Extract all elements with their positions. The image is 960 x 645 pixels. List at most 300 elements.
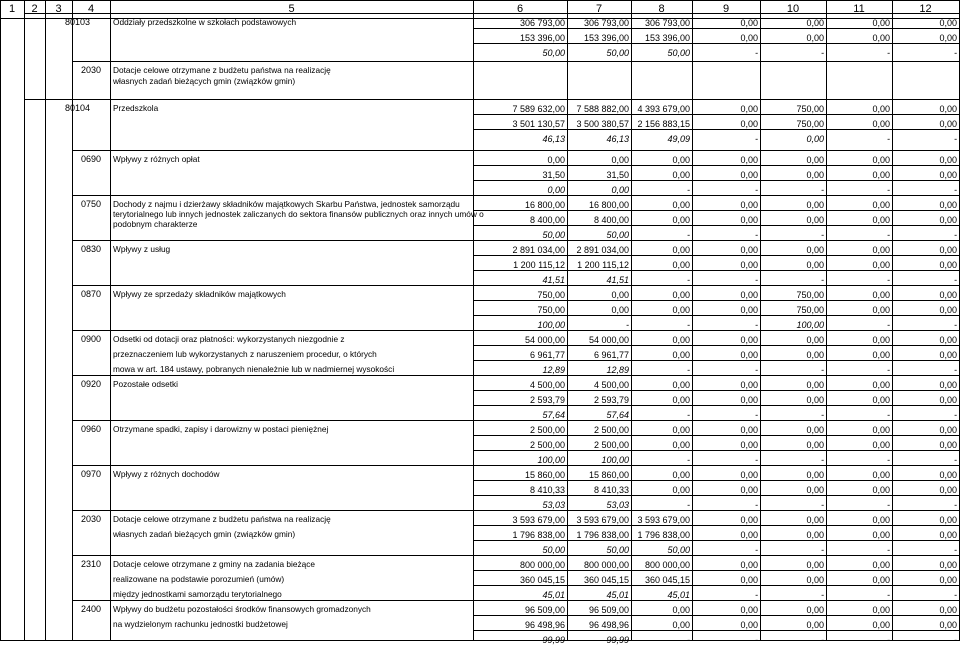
amount-cell: 0,00	[939, 395, 957, 405]
amount-cell: -	[687, 500, 690, 510]
amount-cell: 0,00	[872, 245, 890, 255]
sub-row-separator	[473, 43, 959, 44]
amount-cell: 2 593,79	[529, 395, 565, 405]
row-description: Dochody z najmu i dzierżawy składników majątkowych Skarbu Państwa, jednostek samorządu	[113, 199, 460, 209]
column-divider	[24, 0, 25, 641]
amount-cell: 750,00	[796, 290, 824, 300]
amount-cell: 2 500,00	[529, 425, 565, 435]
column-header: 3	[55, 3, 62, 15]
amount-cell: 0,00	[672, 425, 690, 435]
amount-cell: -	[821, 545, 824, 555]
amount-cell: -	[887, 545, 890, 555]
amount-cell: -	[954, 48, 957, 58]
paragraph-code: 0900	[80, 334, 102, 344]
amount-cell: 750,00	[537, 305, 565, 315]
amount-cell: 0,00	[939, 335, 957, 345]
amount-cell: 0,00	[872, 470, 890, 480]
amount-cell: 100,00	[537, 455, 565, 465]
row-description: przeznaczeniem lub wykorzystanych z naruszeniem procedur, o których	[113, 349, 377, 359]
amount-cell: 0,00	[740, 440, 758, 450]
amount-cell: 0,00	[740, 170, 758, 180]
amount-cell: 0,00	[672, 290, 690, 300]
amount-cell: -	[887, 455, 890, 465]
row-description: Wpływy z różnych opłat	[113, 154, 200, 164]
row-separator	[72, 195, 959, 196]
amount-cell: -	[954, 500, 957, 510]
amount-cell: 0,00	[872, 33, 890, 43]
sub-row-separator	[473, 300, 959, 301]
amount-cell: 0,00	[872, 170, 890, 180]
amount-cell: 50,00	[542, 545, 565, 555]
amount-cell: -	[626, 320, 629, 330]
amount-cell: 0,00	[806, 260, 824, 270]
paragraph-code: 0970	[80, 469, 102, 479]
row-separator	[72, 555, 959, 556]
amount-cell: 8 410,33	[593, 485, 629, 495]
amount-cell: 0,00	[806, 155, 824, 165]
sub-row-separator	[473, 615, 959, 616]
sub-row-separator	[473, 480, 959, 481]
amount-cell: 0,00	[939, 425, 957, 435]
amount-cell: 31,50	[606, 170, 629, 180]
row-description: Oddziały przedszkolne w szkołach podstawowych	[113, 17, 297, 27]
amount-cell: 0,00	[939, 485, 957, 495]
amount-cell: 0,00	[939, 245, 957, 255]
amount-cell: -	[954, 320, 957, 330]
amount-cell: 0,00	[740, 290, 758, 300]
amount-cell: 0,00	[611, 290, 629, 300]
amount-cell: -	[954, 635, 957, 645]
sub-row-separator	[473, 405, 959, 406]
amount-cell: 0,00	[872, 485, 890, 495]
row-separator	[72, 330, 959, 331]
amount-cell: 0,00	[672, 215, 690, 225]
sub-row-separator	[473, 270, 959, 271]
amount-cell: 360 045,15	[644, 575, 690, 585]
amount-cell: 0,00	[672, 470, 690, 480]
amount-cell: -	[755, 545, 758, 555]
row-separator	[24, 13, 959, 14]
amount-cell: 0,00	[672, 155, 690, 165]
amount-cell: -	[887, 230, 890, 240]
amount-cell: -	[687, 635, 690, 645]
paragraph-code: 0690	[80, 154, 102, 164]
amount-cell: 0,00	[872, 215, 890, 225]
amount-cell: 99,99	[606, 635, 629, 645]
amount-cell: 0,00	[872, 425, 890, 435]
amount-cell: -	[821, 275, 824, 285]
amount-cell: 0,00	[740, 560, 758, 570]
column-header: 5	[288, 3, 295, 15]
amount-cell: 0,00	[806, 605, 824, 615]
amount-cell: 1 796 838,00	[512, 530, 565, 540]
amount-cell: 0,00	[939, 170, 957, 180]
amount-cell: 50,00	[606, 230, 629, 240]
row-separator	[72, 510, 959, 511]
amount-cell: -	[954, 365, 957, 375]
amount-cell: 153 396,00	[583, 33, 629, 43]
amount-cell: 1 200 115,12	[513, 260, 565, 270]
amount-cell: 0,00	[872, 104, 890, 114]
row-separator	[72, 375, 959, 376]
amount-cell: -	[887, 410, 890, 420]
amount-cell: -	[821, 365, 824, 375]
amount-cell: -	[755, 500, 758, 510]
amount-cell: 0,00	[672, 245, 690, 255]
amount-cell: 0,00	[806, 470, 824, 480]
amount-cell: -	[687, 320, 690, 330]
amount-cell: -	[821, 635, 824, 645]
amount-cell: -	[954, 590, 957, 600]
row-description: Pozostałe odsetki	[113, 379, 179, 389]
sub-row-separator	[473, 180, 959, 181]
amount-cell: 0,00	[806, 575, 824, 585]
amount-cell: 0,00	[872, 18, 890, 28]
column-divider	[72, 0, 73, 641]
amount-cell: 0,00	[672, 170, 690, 180]
paragraph-code: 0960	[80, 424, 102, 434]
amount-cell: 0,00	[872, 605, 890, 615]
amount-cell: 0,00	[806, 215, 824, 225]
amount-cell: -	[755, 48, 758, 58]
amount-cell: 0,00	[672, 380, 690, 390]
column-divider	[110, 0, 111, 641]
amount-cell: 306 793,00	[583, 18, 629, 28]
amount-cell: -	[954, 134, 957, 144]
sub-row-separator	[473, 630, 959, 631]
row-description: na wydzielonym rachunku jednostki budżetowej	[113, 619, 288, 629]
row-description: Wpływy ze sprzedaży składników majątkowych	[113, 289, 286, 299]
amount-cell: 0,00	[740, 380, 758, 390]
amount-cell: 0,00	[740, 245, 758, 255]
amount-cell: 1 200 115,12	[577, 260, 629, 270]
amount-cell: 49,09	[667, 134, 690, 144]
chapter-code: 80103	[64, 17, 91, 27]
amount-cell: 4 393 679,00	[637, 104, 690, 114]
amount-cell: 0,00	[672, 620, 690, 630]
paragraph-code: 2400	[80, 604, 102, 614]
amount-cell: 0,00	[740, 260, 758, 270]
amount-cell: 0,00	[939, 33, 957, 43]
amount-cell: 0,00	[672, 200, 690, 210]
amount-cell: 16 800,00	[524, 200, 565, 210]
amount-cell: 0,00	[872, 530, 890, 540]
column-header: 8	[658, 3, 665, 15]
sub-row-separator	[473, 165, 959, 166]
amount-cell: 0,00	[872, 155, 890, 165]
amount-cell: 0,00	[806, 380, 824, 390]
amount-cell: -	[887, 185, 890, 195]
amount-cell: 0,00	[872, 335, 890, 345]
amount-cell: 0,00	[740, 530, 758, 540]
amount-cell: -	[887, 48, 890, 58]
sub-row-separator	[473, 129, 959, 130]
amount-cell: -	[755, 365, 758, 375]
amount-cell: 0,00	[806, 560, 824, 570]
amount-cell: 0,00	[547, 155, 565, 165]
amount-cell: -	[755, 590, 758, 600]
amount-cell: -	[755, 410, 758, 420]
amount-cell: 0,00	[939, 470, 957, 480]
amount-cell: -	[821, 185, 824, 195]
amount-cell: -	[954, 545, 957, 555]
sub-row-separator	[473, 315, 959, 316]
amount-cell: 0,00	[806, 395, 824, 405]
amount-cell: 0,00	[740, 470, 758, 480]
amount-cell: 4 500,00	[593, 380, 629, 390]
amount-cell: 0,00	[939, 530, 957, 540]
amount-cell: -	[821, 410, 824, 420]
amount-cell: 100,00	[537, 320, 565, 330]
amount-cell: 0,00	[939, 215, 957, 225]
amount-cell: 1 796 838,00	[637, 530, 690, 540]
row-description: Dotacje celowe otrzymane z budżetu państwa na realizację	[113, 514, 331, 524]
amount-cell: -	[755, 185, 758, 195]
amount-cell: 0,00	[806, 33, 824, 43]
sub-row-separator	[473, 225, 959, 226]
amount-cell: -	[954, 230, 957, 240]
amount-cell: 45,01	[606, 590, 629, 600]
amount-cell: 16 800,00	[588, 200, 629, 210]
amount-cell: 0,00	[740, 155, 758, 165]
amount-cell: 8 410,33	[529, 485, 565, 495]
amount-cell: 0,00	[872, 260, 890, 270]
sub-row-separator	[473, 540, 959, 541]
sub-row-separator	[473, 525, 959, 526]
amount-cell: 0,00	[547, 185, 565, 195]
amount-cell: 57,64	[606, 410, 629, 420]
amount-cell: 12,89	[606, 365, 629, 375]
column-header: 1	[8, 3, 16, 15]
sub-row-separator	[473, 570, 959, 571]
amount-cell: 12,89	[542, 365, 565, 375]
paragraph-code: 0920	[80, 379, 102, 389]
amount-cell: -	[954, 275, 957, 285]
amount-cell: 2 891 034,00	[512, 245, 565, 255]
amount-cell: -	[755, 134, 758, 144]
row-separator	[24, 99, 959, 100]
amount-cell: 50,00	[667, 48, 690, 58]
amount-cell: 0,00	[611, 305, 629, 315]
amount-cell: 2 891 034,00	[576, 245, 629, 255]
sub-row-separator	[473, 360, 959, 361]
amount-cell: 0,00	[740, 104, 758, 114]
amount-cell: -	[887, 635, 890, 645]
amount-cell: 96 509,00	[524, 605, 565, 615]
amount-cell: 0,00	[939, 155, 957, 165]
amount-cell: 360 045,15	[519, 575, 565, 585]
sub-row-separator	[473, 450, 959, 451]
column-header: 9	[722, 3, 730, 15]
amount-cell: 0,00	[740, 425, 758, 435]
amount-cell: -	[821, 455, 824, 465]
column-divider	[0, 0, 1, 641]
amount-cell: 0,00	[672, 350, 690, 360]
amount-cell: 0,00	[939, 605, 957, 615]
amount-cell: 46,13	[542, 134, 565, 144]
amount-cell: 0,00	[939, 575, 957, 585]
amount-cell: 0,00	[872, 575, 890, 585]
amount-cell: 0,00	[740, 395, 758, 405]
amount-cell: -	[755, 455, 758, 465]
row-separator	[72, 240, 959, 241]
amount-cell: -	[755, 320, 758, 330]
column-header: 11	[853, 3, 865, 15]
amount-cell: 0,00	[740, 575, 758, 585]
amount-cell: 2 593,79	[593, 395, 629, 405]
amount-cell: 3 593 679,00	[576, 515, 629, 525]
row-separator	[72, 600, 959, 601]
amount-cell: 0,00	[806, 245, 824, 255]
amount-cell: 800 000,00	[583, 560, 629, 570]
amount-cell: 0,00	[939, 350, 957, 360]
column-header: 2	[31, 3, 38, 15]
amount-cell: 53,03	[542, 500, 565, 510]
amount-cell: 2 156 883,15	[637, 119, 690, 129]
column-divider	[473, 0, 474, 641]
amount-cell: 0,00	[740, 485, 758, 495]
column-header: 4	[87, 3, 95, 15]
chapter-code: 80104	[64, 103, 91, 113]
amount-cell: 3 593 679,00	[512, 515, 565, 525]
amount-cell: -	[887, 134, 890, 144]
amount-cell: -	[887, 275, 890, 285]
amount-cell: 15 860,00	[588, 470, 629, 480]
amount-cell: 46,13	[606, 134, 629, 144]
column-header: 6	[516, 3, 524, 15]
amount-cell: -	[954, 410, 957, 420]
amount-cell: 0,00	[740, 515, 758, 525]
amount-cell: 0,00	[939, 104, 957, 114]
sub-row-separator	[473, 114, 959, 115]
amount-cell: 41,51	[542, 275, 565, 285]
sub-row-separator	[473, 390, 959, 391]
amount-cell: 0,00	[611, 185, 629, 195]
column-header: 7	[595, 3, 603, 15]
amount-cell: 0,00	[806, 335, 824, 345]
amount-cell: 99,99	[542, 635, 565, 645]
paragraph-code: 0830	[80, 244, 102, 254]
amount-cell: 100,00	[796, 320, 824, 330]
amount-cell: 4 500,00	[529, 380, 565, 390]
amount-cell: 0,00	[672, 395, 690, 405]
amount-cell: 0,00	[939, 119, 957, 129]
column-divider	[45, 0, 46, 641]
amount-cell: 45,01	[542, 590, 565, 600]
amount-cell: 6 961,77	[593, 350, 629, 360]
amount-cell: -	[821, 500, 824, 510]
amount-cell: 0,00	[672, 440, 690, 450]
amount-cell: -	[887, 320, 890, 330]
amount-cell: -	[687, 455, 690, 465]
amount-cell: 53,03	[606, 500, 629, 510]
amount-cell: 750,00	[796, 104, 824, 114]
amount-cell: 306 793,00	[519, 18, 565, 28]
amount-cell: -	[821, 48, 824, 58]
amount-cell: 360 045,15	[583, 575, 629, 585]
amount-cell: 15 860,00	[524, 470, 565, 480]
amount-cell: 54 000,00	[524, 335, 565, 345]
amount-cell: 153 396,00	[519, 33, 565, 43]
amount-cell: 0,00	[672, 260, 690, 270]
amount-cell: 0,00	[740, 350, 758, 360]
amount-cell: 2 500,00	[593, 440, 629, 450]
amount-cell: 100,00	[601, 455, 629, 465]
amount-cell: 0,00	[740, 33, 758, 43]
amount-cell: 2 500,00	[529, 440, 565, 450]
amount-cell: 0,00	[806, 134, 824, 144]
amount-cell: 0,00	[872, 380, 890, 390]
amount-cell: 0,00	[872, 200, 890, 210]
amount-cell: 57,64	[542, 410, 565, 420]
amount-cell: 0,00	[872, 305, 890, 315]
amount-cell: 0,00	[939, 200, 957, 210]
amount-cell: 0,00	[939, 380, 957, 390]
sub-row-separator	[473, 345, 959, 346]
amount-cell: 0,00	[939, 515, 957, 525]
sub-row-separator	[473, 210, 959, 211]
row-description: mowa w art. 184 ustawy, pobranych nienależnie lub w nadmiernej wysokości	[113, 364, 395, 374]
amount-cell: 50,00	[606, 48, 629, 58]
row-separator	[72, 61, 959, 62]
amount-cell: 750,00	[796, 119, 824, 129]
row-description: podobnym charakterze	[113, 219, 198, 229]
paragraph-code: 2030	[80, 514, 102, 524]
amount-cell: 0,00	[740, 335, 758, 345]
amount-cell: 8 400,00	[593, 215, 629, 225]
amount-cell: -	[687, 275, 690, 285]
amount-cell: 0,00	[740, 200, 758, 210]
amount-cell: 153 396,00	[644, 33, 690, 43]
amount-cell: 0,00	[806, 18, 824, 28]
amount-cell: 3 501 130,57	[512, 119, 565, 129]
amount-cell: 50,00	[667, 545, 690, 555]
row-description: między jednostkami samorządu terytorialnego	[113, 589, 282, 599]
amount-cell: 0,00	[806, 200, 824, 210]
amount-cell: 96 509,00	[588, 605, 629, 615]
amount-cell: 0,00	[872, 560, 890, 570]
amount-cell: 0,00	[939, 260, 957, 270]
amount-cell: 0,00	[939, 560, 957, 570]
amount-cell: -	[687, 230, 690, 240]
amount-cell: 750,00	[796, 305, 824, 315]
row-description: Dotacje celowe otrzymane z budżetu państwa na realizację	[113, 65, 331, 75]
amount-cell: 0,00	[872, 515, 890, 525]
sub-row-separator	[473, 495, 959, 496]
amount-cell: 0,00	[740, 620, 758, 630]
sub-row-separator	[473, 435, 959, 436]
amount-cell: 0,00	[872, 395, 890, 405]
amount-cell: -	[821, 230, 824, 240]
amount-cell: -	[755, 230, 758, 240]
amount-cell: 0,00	[872, 440, 890, 450]
amount-cell: 8 400,00	[529, 215, 565, 225]
amount-cell: 96 498,96	[524, 620, 565, 630]
row-description: Przedszkola	[113, 103, 159, 113]
amount-cell: 0,00	[939, 620, 957, 630]
paragraph-code: 2310	[80, 559, 102, 569]
row-description: Wpływy z usług	[113, 244, 171, 254]
amount-cell: 306 793,00	[644, 18, 690, 28]
sub-row-separator	[473, 28, 959, 29]
amount-cell: 0,00	[806, 620, 824, 630]
amount-cell: 0,00	[872, 350, 890, 360]
amount-cell: 0,00	[939, 290, 957, 300]
row-description: Odsetki od dotacji oraz płatności: wykorzystanych niezgodnie z	[113, 334, 345, 344]
amount-cell: 50,00	[542, 230, 565, 240]
row-description: Wpływy z różnych dochodów	[113, 469, 220, 479]
amount-cell: 7 588 882,00	[576, 104, 629, 114]
